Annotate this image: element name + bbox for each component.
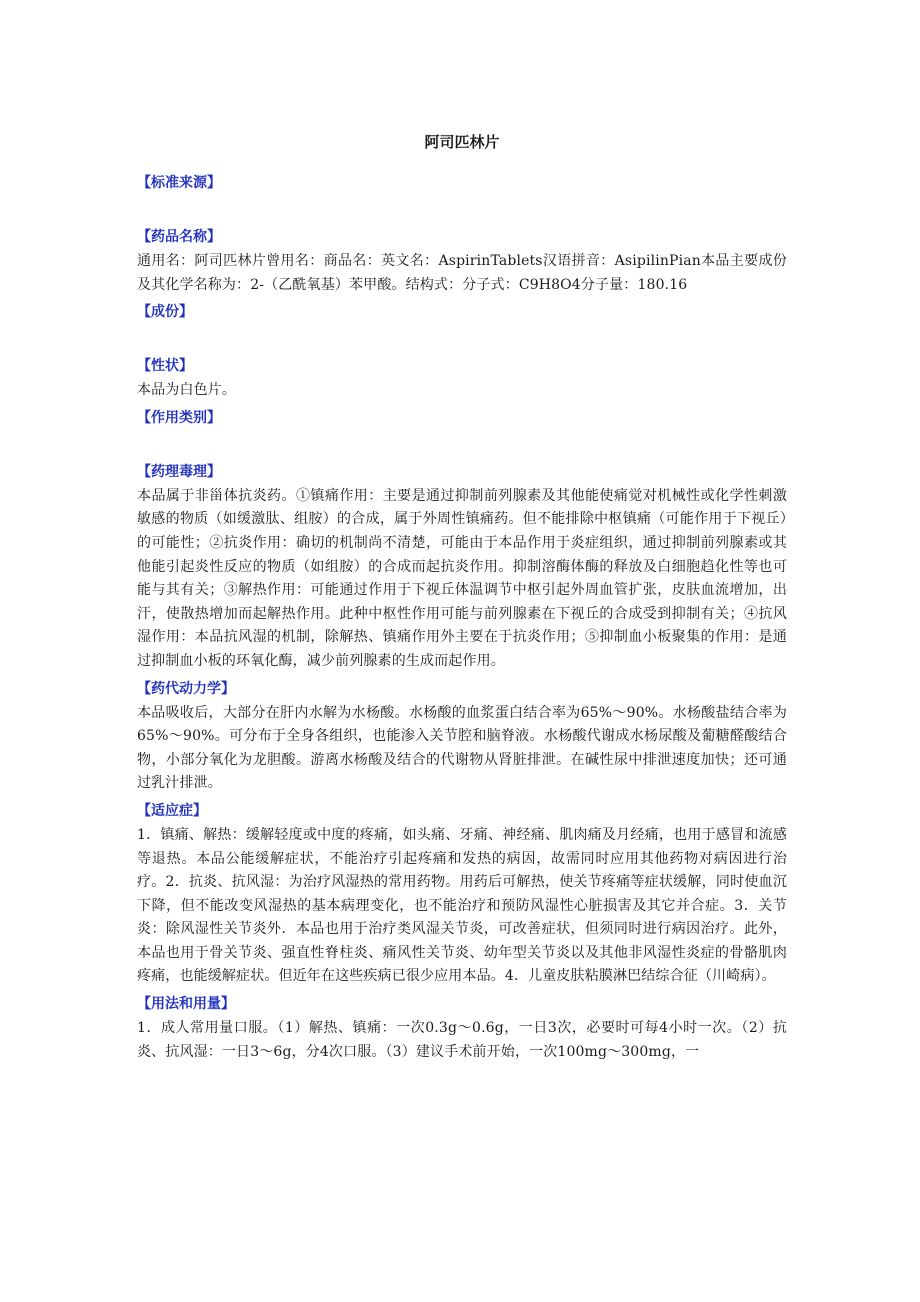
section-heading-indications: 【适应症】 (137, 802, 207, 819)
document-page (137, 124, 787, 1064)
section-heading-pharmacokinetics: 【药代动力学】 (137, 680, 235, 697)
section-text-drug-name: 通用名：阿司匹林片曾用名：商品名：英文名：AspirinTablets汉语拼音：AsipilinPian本品主要成份及其化学名称为：2-（乙酰氧基）苯甲酸。结构式：分子式：C9H8O4分子量：180.16 (137, 253, 787, 293)
section-heading-appearance: 【性状】 (137, 358, 193, 375)
empty-section-gap (137, 431, 787, 459)
section-heading-ingredients: 【成份】 (137, 304, 193, 321)
section-text-appearance: 本品为白色片。 (137, 382, 237, 399)
section-heading-standard-source: 【标准来源】 (137, 175, 221, 191)
section-text-indications: 1．镇痛、解热：缓解轻度或中度的疼痛，如头痛、牙痛、神经痛、肌肉痛及月经痛，也用于感冒和流感等退热。本品公能缓解症状，不能治疗引起疼痛和发热的病因，故需同时应用其他药物对病因进行治疗。2．抗炎、抗风湿：为治疗风湿热的常用药物。用药后可解热，使关节疼痛等症状缓解，同时使血沉下降，但不能改变风湿热的基本病理变化，也不能治疗和预防风湿性心脏损害及其它并合症。3．关节炎：除风湿性关节炎外．本品也用于治疗类风湿关节炎，可改善症状，但须同时进行病因治疗。此外，本品也用于骨关节炎、强直性脊柱炎、痛风性关节炎、幼年型关节炎以及其他非风湿性炎症的骨骼肌肉疼痛，也能缓解症状。但近年在这些疾病已很少应用本品。4．儿童皮肤粘膜淋巴结综合征（川崎病）。 (137, 826, 787, 985)
section-heading-category: 【作用类别】 (137, 409, 221, 426)
empty-section-gap (137, 325, 787, 353)
section-heading-drug-name: 【药品名称】 (137, 229, 221, 245)
section-heading-pharmacology: 【药理毒理】 (137, 463, 221, 480)
section-heading-dosage: 【用法和用量】 (137, 996, 235, 1013)
empty-section-gap (137, 196, 787, 224)
section-text-pharmacology: 本品属于非甾体抗炎药。①镇痛作用：主要是通过抑制前列腺素及其他能使痛觉对机械性或化学性刺激敏感的物质（如缓激肽、组胺）的合成，属于外周性镇痛药。但不能排除中枢镇痛（可能作用于下视丘）的可能性；②抗炎作用：确切的机制尚不清楚，可能由于本品作用于炎症组织，通过抑制前列腺素或其他能引起炎性反应的物质（如组胺）的合成而起抗炎作用。抑制溶酶体酶的释放及白细胞趋化性等也可能与其有关；③解热作用：可能通过作用于下视丘体温调节中枢引起外周血管扩张，皮肤血流增加，出汗，使散热增加而起解热作用。此种中枢性作用可能与前列腺素在下视丘的合成受到抑制有关；④抗风湿作用：本品抗风湿的机制，除解热、镇痛作用外主要在于抗炎作用；⑤抑制血小板聚集的作用：是通过抑制血小板的环氧化酶，减少前列腺素的生成而起作用。 (137, 487, 787, 669)
document-title: 阿司匹林片 (424, 133, 500, 151)
section-text-pharmacokinetics: 本品吸收后，大部分在肝内水解为水杨酸。水杨酸的血浆蛋白结合率为65%～90%。水杨酸盐结合率为65%～90%。可分布于全身各组织，也能渗入关节腔和脑脊液。水杨酸代谢成水杨尿酸及葡糖醛酸结合物，小部分氧化为龙胆酸。游离水杨酸及结合的代谢物从肾脏排泄。在碱性尿中排泄速度加快；还可通过乳汁排泄。 (137, 704, 787, 792)
section-text-dosage: 1．成人常用量口服。（1）解热、镇痛：一次0.3g～0.6g，一日3次，必要时可每4小时一次。（2）抗炎、抗风湿：一日3～6g，分4次口服。（3）建议手术前开始，一次100mg～300mg，一 (137, 1020, 787, 1060)
